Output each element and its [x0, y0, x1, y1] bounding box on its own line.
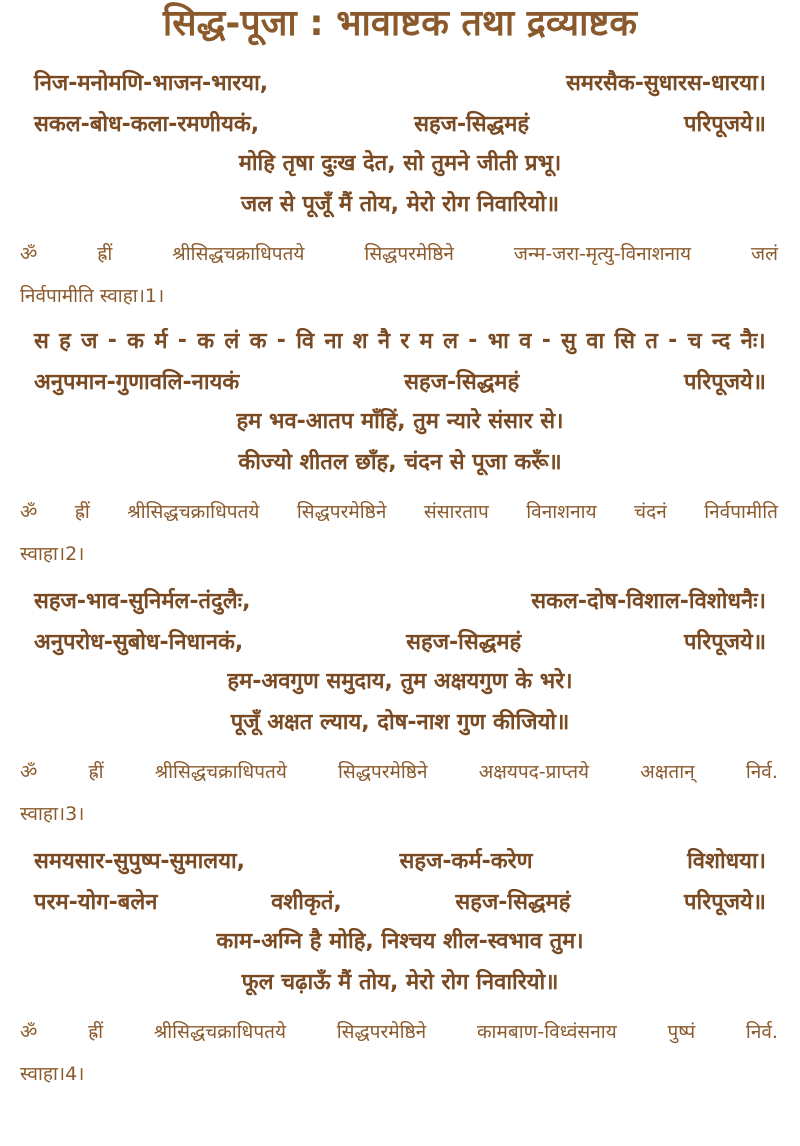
mantra-word: श्रीसिद्धचक्राधिपतये	[127, 501, 260, 523]
verse-word: परिपूजये॥	[684, 370, 766, 395]
verse-word: सि	[614, 329, 636, 354]
verse-word: ल	[443, 329, 459, 354]
mantra-word: पुष्पं	[667, 1021, 696, 1043]
mantra-word: ॐ	[20, 761, 38, 783]
verse-word: न्द	[711, 329, 731, 354]
mantra-line	[20, 1016, 778, 1046]
mantra-word: ह्रीं	[97, 243, 113, 265]
verse-word: वशीकृतं,	[271, 890, 342, 915]
verse-line	[34, 881, 766, 921]
verse-word: -	[107, 327, 117, 353]
mantra-word: ह्रीं	[74, 501, 90, 523]
mantra-word: जलं	[750, 243, 778, 265]
mantra-word: ॐ	[20, 501, 38, 523]
verse-word: ना	[324, 329, 343, 354]
verse-word: सहज-भाव-सुनिर्मल-तंदुलैः,	[34, 589, 251, 614]
mantra-word: श्रीसिद्धचक्राधिपतये	[172, 243, 305, 265]
verse-word: क	[197, 329, 215, 354]
mantra-line	[20, 496, 778, 526]
verse-word: समयसार-सुपुष्प-सुमालया,	[34, 849, 246, 874]
mantra-ending: निर्वपामीति स्वाहा।1।	[20, 285, 165, 307]
verse-line	[34, 103, 766, 143]
verse-line	[34, 320, 766, 360]
mantra-line	[20, 756, 778, 786]
mantra-word: सिद्धपरमेष्ठिने	[364, 243, 454, 265]
couplet-line: कीज्यो शीतल छाँह, चंदन से पूजा करूँ॥	[238, 450, 562, 475]
mantra-word: निर्व.	[745, 761, 778, 783]
verse-line	[34, 580, 766, 620]
verse-word: क	[249, 329, 267, 354]
verse-word: क	[127, 329, 145, 354]
mantra-word: विनाशनाय	[526, 501, 597, 523]
mantra-word: कामबाण-विध्वंसनाय	[476, 1021, 617, 1043]
page-title: सिद्ध-पूजा : भावाष्टक तथा द्रव्याष्टक	[162, 3, 638, 44]
verse-word: वा	[586, 329, 605, 354]
verse-word: म	[419, 329, 433, 354]
verse-word: सहज-कर्म-करेण	[399, 849, 533, 874]
verse-word: सहज-सिद्धमहं	[455, 890, 571, 915]
couplet-line: हम भव-आतप माँहिं, तुम न्यारे संसार से।	[236, 409, 564, 434]
mantra-word: निर्वपामीति	[704, 501, 778, 523]
mantra-word: जन्म-जरा-मृत्यु-विनाशनाय	[513, 243, 692, 265]
verse-word: नैः।	[740, 329, 766, 354]
verse-word: परम-योग-बलेन	[34, 890, 158, 915]
mantra-word: निर्व.	[745, 1021, 778, 1043]
verse-word: सहज-सिद्धमहं	[414, 112, 530, 137]
verse-word: भा	[487, 329, 509, 354]
mantra-word: सिद्धपरमेष्ठिने	[338, 761, 428, 783]
verse-word: -	[276, 327, 286, 353]
verse-word: -	[468, 327, 478, 353]
verse-word: परिपूजये॥	[684, 112, 766, 137]
verse-word: र्म	[154, 329, 168, 354]
verse-word: अनुपरोध-सुबोध-निधानकं,	[34, 630, 244, 655]
verse-line	[34, 62, 766, 102]
verse-word: अनुपमान-गुणावलि-नायकं	[34, 370, 240, 395]
verse-word: सहज-सिद्धमहं	[404, 370, 520, 395]
verse-word: -	[668, 327, 678, 353]
mantra-word: ॐ	[20, 1021, 38, 1043]
verse-word: र	[400, 329, 410, 354]
mantra-word: अक्षयपद-प्राप्तये	[478, 761, 590, 783]
verse-word: -	[177, 327, 187, 353]
mantra-word: ह्रीं	[88, 761, 104, 783]
couplet-line: हम-अवगुण समुदाय, तुम अक्षयगुण के भरे।	[227, 669, 573, 694]
couplet-line: पूजूँ अक्षत ल्याय, दोष-नाश गुण कीजियो॥	[230, 710, 570, 735]
mantra-word: अक्षतान्	[640, 761, 695, 783]
verse-word: ह	[59, 329, 71, 354]
couplet-line: मोहि तृषा दुःख देत, सो तुमने जीती प्रभू।	[238, 151, 562, 176]
verse-word: सहज-सिद्धमहं	[406, 630, 522, 655]
mantra-ending: स्वाहा।3।	[20, 803, 85, 825]
verse-line	[34, 361, 766, 401]
mantra-word: सिद्धपरमेष्ठिने	[296, 501, 387, 523]
couplet-line: फूल चढ़ाऊँ मैं तोय, मेरो रोग निवारियो॥	[241, 970, 559, 995]
verse-word: स	[34, 329, 49, 354]
mantra-word: चंदनं	[634, 501, 667, 523]
verse-word: श	[352, 329, 368, 354]
verse-word: परिपूजये॥	[684, 630, 766, 655]
mantra-word: श्रीसिद्धचक्राधिपतये	[153, 1021, 286, 1043]
verse-word: व	[519, 329, 532, 354]
verse-line	[34, 621, 766, 661]
verse-word: लं	[224, 329, 240, 354]
mantra-ending: स्वाहा।2।	[20, 543, 85, 565]
verse-word: सु	[561, 329, 576, 354]
verse-word: समरसैक-सुधारस-धारया।	[565, 71, 766, 96]
mantra-word: ह्रीं	[88, 1021, 104, 1043]
mantra-word: ॐ	[20, 243, 38, 265]
couplet-line: जल से पूजूँ मैं तोय, मेरो रोग निवारियो॥	[240, 192, 560, 217]
verse-word: ज	[81, 329, 98, 354]
verse-word: च	[687, 329, 702, 354]
verse-word: सकल-दोष-विशाल-विशोधनैः।	[531, 589, 766, 614]
mantra-word: संसारताप	[423, 501, 489, 523]
mantra-word: सिद्धपरमेष्ठिने	[336, 1021, 427, 1043]
mantra-word: श्रीसिद्धचक्राधिपतये	[154, 761, 287, 783]
verse-word: त	[645, 329, 658, 354]
verse-line	[34, 840, 766, 880]
verse-word: निज-मनोमणि-भाजन-भारया,	[34, 71, 269, 96]
verse-word: -	[541, 327, 551, 353]
verse-word: सकल-बोध-कला-रमणीयकं,	[34, 112, 260, 137]
verse-word: वि	[296, 329, 315, 354]
verse-word: नै	[377, 329, 391, 354]
couplet-line: काम-अग्नि है मोहि, निश्चय शील-स्वभाव तुम।	[216, 929, 584, 954]
mantra-line	[20, 238, 778, 268]
verse-word: परिपूजये॥	[684, 890, 766, 915]
verse-word: विशोधया।	[687, 849, 766, 874]
mantra-ending: स्वाहा।4।	[20, 1063, 85, 1085]
